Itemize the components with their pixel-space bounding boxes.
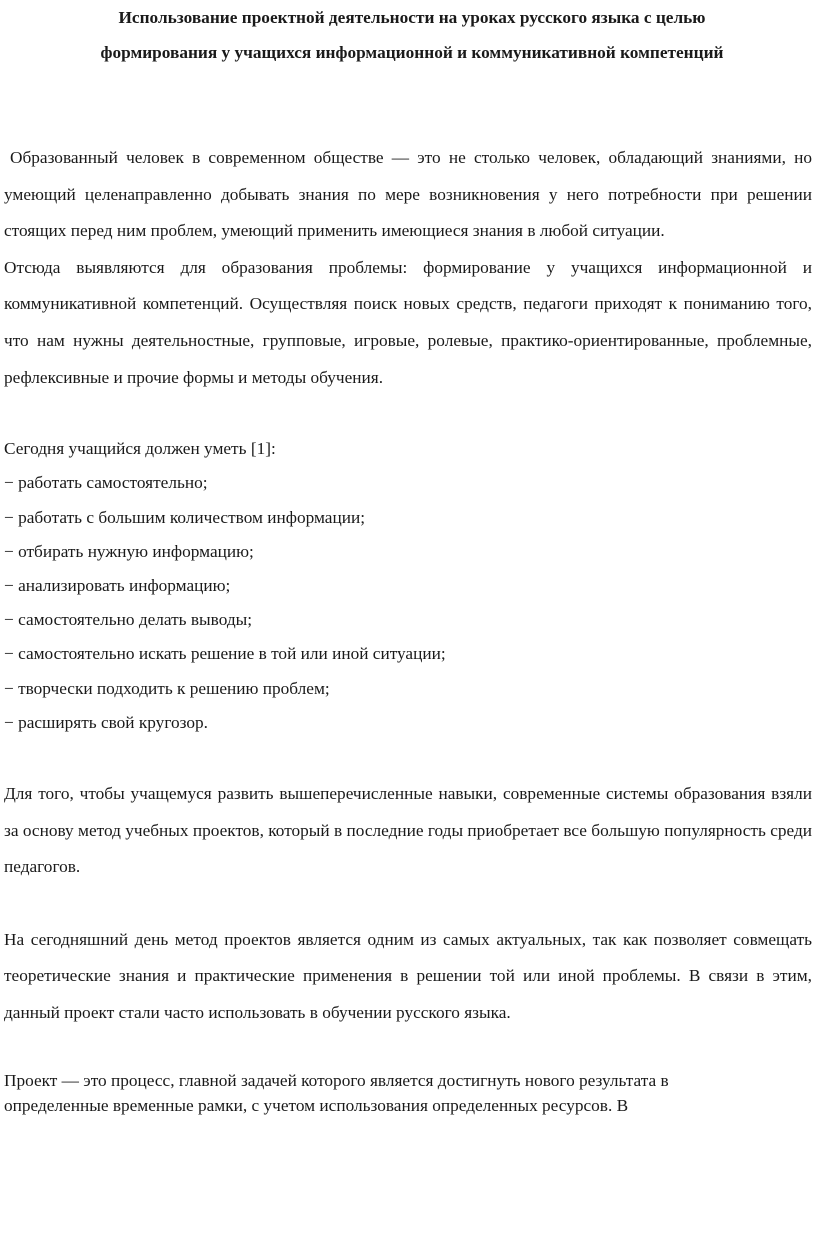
list-intro: Сегодня учащийся должен уметь [1]: <box>4 439 276 459</box>
list-item: − расширять свой кругозор. <box>4 712 208 732</box>
skills-list <box>4 466 812 740</box>
list-item: − творчески подходить к решению проблем; <box>4 678 330 698</box>
document-title <box>4 0 812 70</box>
title-line-1: Использование проектной деятельности на уроках русского языка с целью <box>118 8 706 27</box>
spacer <box>4 740 812 776</box>
list-item: − самостоятельно делать выводы; <box>4 610 253 630</box>
list-item: − работать с большим количеством информации; <box>4 507 366 527</box>
spacer <box>4 396 812 432</box>
paragraph-5-line-1: Проект — это процесс, главной задачей которого является достигнуть нового результата в <box>4 1070 669 1090</box>
paragraph-5 <box>4 1068 812 1118</box>
paragraph-2: Отсюда выявляются для образования проблемы: формирование у учащихся информационной и коммуникативной компетенций. Осуществляя поиск новых средств, педагоги приходят к пониманию того, что нам нужны деятельностные, групповые, игровые, ролевые, практико-ориентированные, проблемные, рефлексивные и прочие формы и методы обучения. <box>4 257 812 387</box>
list-item: − самостоятельно искать решение в той или иной ситуации; <box>4 644 446 664</box>
paragraph-3: Для того, чтобы учащемуся развить вышеперечисленные навыки, современные системы образования взяли за основу метод учебных проектов, который в последние годы приобретает все большую популярность среди педагогов. <box>4 783 812 877</box>
spacer <box>4 886 812 922</box>
paragraph-4: На сегодняшний день метод проектов является одним из самых актуальных, так как позволяет совмещать теоретические знания и практические применения в решении той или иной проблемы. В связи в этим, данный проект стали часто использовать в обучении русского языка. <box>4 929 812 1022</box>
spacer <box>4 1032 812 1068</box>
list-item: − анализировать информацию; <box>4 575 231 595</box>
list-item: − отбирать нужную информацию; <box>4 541 254 561</box>
paragraph-1: Образованный человек в современном обществе — это не столько человек, обладающий знаниями, но умеющий целенаправленно добывать знания по мере возникновения у него потребности при решении стоящих перед ним проблем, умеющий применить имеющиеся знания в любой ситуации. <box>4 148 812 241</box>
list-item: − работать самостоятельно; <box>4 473 208 493</box>
title-line-2: формирования у учащихся информационной и коммуникативной компетенций <box>100 43 724 62</box>
paragraph-5-line-2: определенные временные рамки, с учетом использования определенных ресурсов. В <box>4 1095 629 1115</box>
